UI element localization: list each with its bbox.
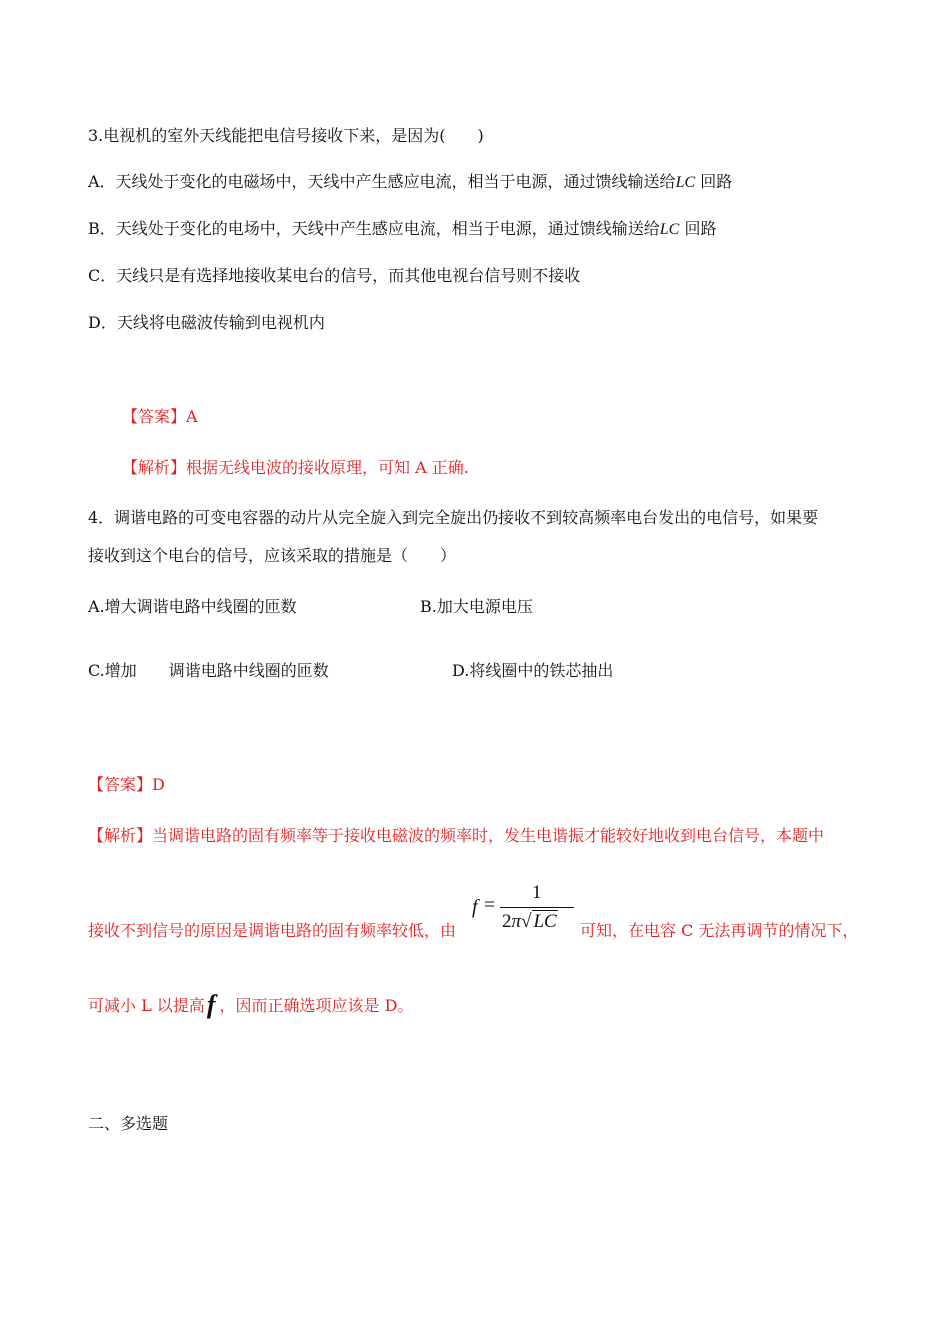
q4-option-d: D.将线圈中的铁芯抽出 xyxy=(452,661,614,680)
formula-den-two: 2 xyxy=(502,911,512,932)
q3-analysis: 【解析】根据无线电波的接收原理，可知 A 正确. xyxy=(122,458,469,477)
q3-option-a-text: A．天线处于变化的电磁场中，天线中产生感应电流，相当于电源，通过馈线输送给 xyxy=(88,172,676,191)
q3-answer: 【答案】A xyxy=(122,407,198,426)
formula-numerator: 1 xyxy=(532,882,542,903)
formula-sqrt-sign: √ xyxy=(521,911,532,932)
q4-analysis-line3 xyxy=(88,992,413,1017)
q4-analysis-line3-post: ，因而正确选项应该是 D。 xyxy=(219,996,414,1015)
q4-option-c: C.增加 调谐电路中线圈的匝数 xyxy=(88,661,329,680)
f-symbol: f xyxy=(206,990,216,1019)
q4-analysis-line1: 【解析】当调谐电路的固有频率等于接收电磁波的频率时，发生电谐振才能较好地收到电台信号，本题中 xyxy=(88,826,825,845)
q4-analysis-line3-pre: 可减小 L 以提高 xyxy=(88,996,205,1015)
q3-option-c: C．天线只是有选择地接收某电台的信号，而其他电视台信号则不接收 xyxy=(88,266,581,285)
q4-option-a: A.增大调谐电路中线圈的匝数 xyxy=(88,597,297,616)
formula-den-pi: π xyxy=(511,911,522,932)
q3-option-a-tail: 回路 xyxy=(700,172,733,191)
q3-option-a xyxy=(88,171,732,194)
formula-denominator xyxy=(502,910,558,933)
formula-equals: = xyxy=(484,894,496,916)
q4-stem-line2: 接收到这个电台的信号，应该采取的措施是（ ） xyxy=(88,546,457,565)
q4-option-b: B.加大电源电压 xyxy=(420,597,533,616)
q3-option-a-lc: LC xyxy=(675,174,696,191)
q3-option-b-tail: 回路 xyxy=(684,219,717,238)
q4-stem-line1: 4．调谐电路的可变电容器的动片从完全旋入到完全旋出仍接收不到较高频率电台发出的电信号，如果要 xyxy=(88,508,819,527)
q3-option-b-lc: LC xyxy=(659,221,680,238)
section-title: 二、多选题 xyxy=(88,1114,169,1133)
q4-analysis-line2-post: 可知，在电容 C 无法再调节的情况下， xyxy=(580,921,859,940)
q4-analysis-line2-pre: 接收不到信号的原因是调谐电路的固有频率较低，由 xyxy=(88,921,457,940)
formula-radicand: LC xyxy=(533,911,557,932)
q3-option-b xyxy=(88,218,716,241)
frequency-formula xyxy=(470,882,580,940)
q3-option-b-text: B．天线处于变化的电场中，天线中产生感应电流，相当于电源，通过馈线输送给 xyxy=(88,219,660,238)
formula-fraction-bar xyxy=(500,907,574,908)
q4-answer: 【答案】D xyxy=(88,775,165,794)
q3-option-d: D．天线将电磁波传输到电视机内 xyxy=(88,313,325,332)
formula-f: f xyxy=(472,896,478,918)
q3-stem: 3.电视机的室外天线能把电信号接收下来，是因为( ) xyxy=(88,126,484,145)
